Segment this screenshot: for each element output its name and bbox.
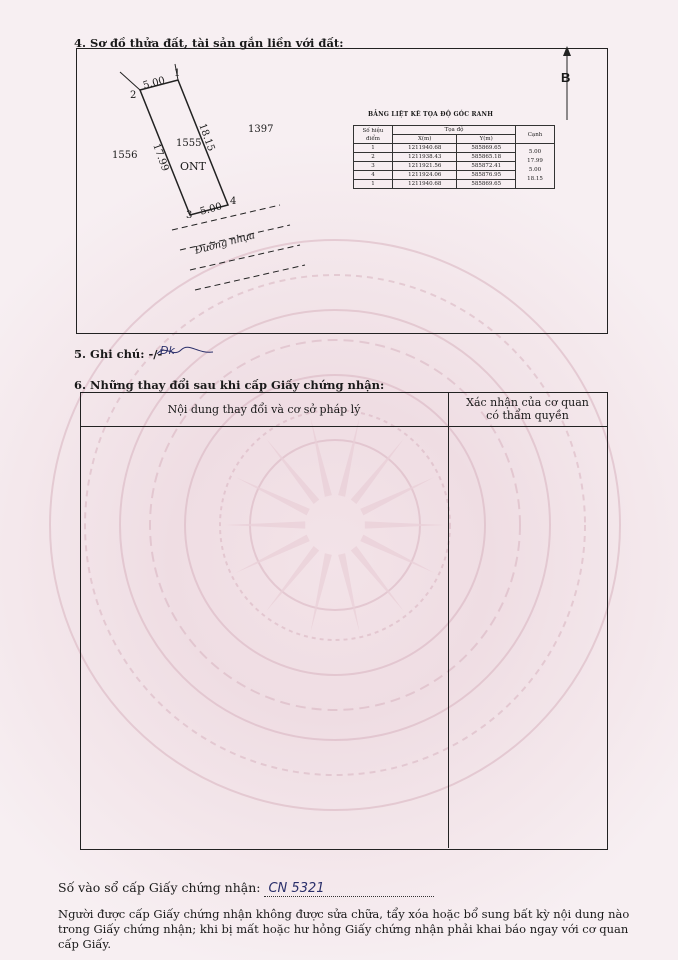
cell-point: 4 bbox=[354, 171, 393, 180]
registry-field bbox=[264, 880, 434, 897]
north-label: B bbox=[561, 70, 571, 85]
coord-header-edge: Cạnh bbox=[516, 126, 555, 144]
edge-bottom-label: 5.00 bbox=[198, 201, 224, 218]
section-5-title: 5. Ghi chú: -/- bbox=[74, 347, 163, 361]
changes-col-right-header-line2: có thẩm quyền bbox=[486, 409, 569, 422]
footer-note: Người được cấp Giấy chứng nhận không được sửa chữa, tẩy xóa hoặc bổ sung bất kỳ nội dung nào trong Giấy chứng nhận; khi bị mất hoặc hư hỏng Giấy chứng nhận phải khai báo ngay với cơ quan cấp Giấy. bbox=[58, 907, 630, 951]
section-4-title: 4. Sơ đồ thửa đất, tài sản gắn liền với đất: bbox=[74, 36, 344, 50]
changes-table-divider bbox=[448, 392, 449, 848]
point-label-4: 4 bbox=[230, 196, 237, 207]
point-label-2: 2 bbox=[130, 90, 137, 101]
changes-col-right-header-line1: Xác nhận của cơ quan bbox=[466, 396, 589, 409]
changes-col-left-header: Nội dung thay đổi và cơ sở pháp lý bbox=[167, 403, 361, 416]
registry-line bbox=[58, 880, 434, 897]
cell-edges bbox=[516, 144, 555, 189]
coord-header-coord: Tọa độ bbox=[393, 126, 516, 135]
coord-table bbox=[353, 125, 555, 189]
edge-top-label: 5.00 bbox=[141, 75, 167, 92]
cell-y: 585865.18 bbox=[457, 153, 516, 162]
edge-value: 5.00 bbox=[528, 167, 542, 173]
cell-point: 1 bbox=[354, 180, 393, 189]
cell-y: 585869.65 bbox=[457, 144, 516, 153]
cell-point: 1 bbox=[354, 144, 393, 153]
cell-x: 1211924.06 bbox=[393, 171, 457, 180]
plot-diagram bbox=[0, 0, 678, 340]
cell-point: 2 bbox=[354, 153, 393, 162]
coord-header-y: Y(m) bbox=[457, 135, 516, 144]
changes-table bbox=[80, 392, 608, 850]
registry-label: Số vào sổ cấp Giấy chứng nhận: bbox=[58, 880, 261, 895]
land-type-label: ONT bbox=[180, 160, 206, 173]
cell-y: 585869.65 bbox=[457, 180, 516, 189]
signature-squiggle bbox=[155, 344, 215, 360]
point-label-3: 3 bbox=[186, 210, 193, 221]
table-row bbox=[354, 144, 555, 153]
section-6-title: 6. Những thay đổi sau khi cấp Giấy chứng nhận: bbox=[74, 378, 385, 392]
coord-header-x: X(m) bbox=[393, 135, 457, 144]
registry-value: CN 5321 bbox=[268, 881, 325, 896]
edge-value: 5.00 bbox=[528, 149, 542, 155]
cell-y: 585876.95 bbox=[457, 171, 516, 180]
coord-header-point: Số hiệu điểm bbox=[354, 126, 393, 144]
neighbor-left-label: 1556 bbox=[112, 150, 138, 161]
point-label-1: 1 bbox=[174, 68, 181, 79]
edge-left-label: 17.99 bbox=[150, 142, 171, 173]
note-handwritten-mark: Đk bbox=[160, 344, 175, 357]
edge-right-label: 18.15 bbox=[196, 122, 217, 153]
edge-value: 17.99 bbox=[527, 158, 543, 164]
changes-table-header-line bbox=[80, 426, 607, 427]
neighbor-right-label: 1397 bbox=[248, 124, 274, 135]
cell-x: 1211940.68 bbox=[393, 144, 457, 153]
cell-x: 1211921.56 bbox=[393, 162, 457, 171]
edge-value: 18.15 bbox=[527, 176, 543, 182]
road-label: Đường nhựa bbox=[193, 230, 257, 257]
coord-table-caption: BẢNG LIỆT KÊ TỌA ĐỘ GÓC RANH bbox=[368, 111, 494, 118]
cell-point: 3 bbox=[354, 162, 393, 171]
cell-x: 1211938.43 bbox=[393, 153, 457, 162]
parcel-id-label: 1555 bbox=[176, 138, 202, 149]
cell-y: 585872.41 bbox=[457, 162, 516, 171]
cell-x: 1211940.68 bbox=[393, 180, 457, 189]
